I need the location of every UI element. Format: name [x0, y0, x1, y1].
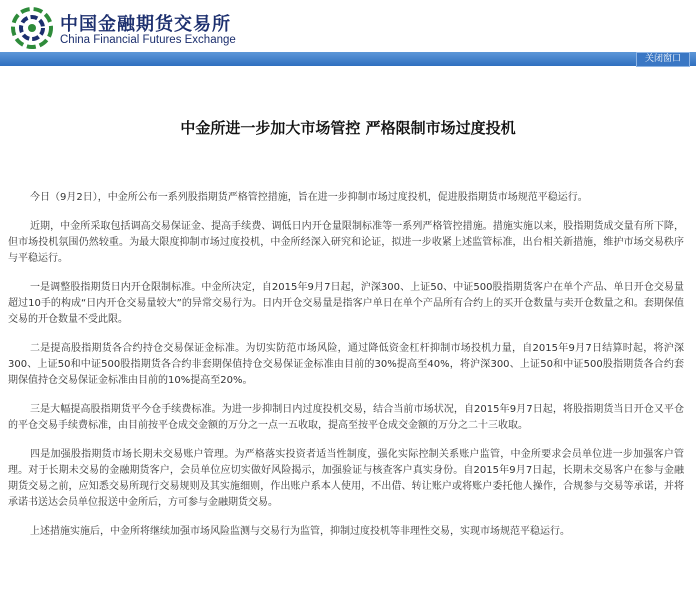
paragraph: 三是大幅提高股指期货平今仓手续费标准。为进一步抑制日内过度投机交易，结合当前市场状况，自2015年9月7日起，将股指期货当日开仓又平仓的平仓交易手续费标准，由目前按平仓成交金额的万分之一点一五收取，提高至按平仓成交金额的万分之二十三收取。	[8, 404, 684, 431]
paragraph: 二是提高股指期货各合约持仓交易保证金标准。为切实防范市场风险，通过降低资金杠杆抑制市场投机力量，自2015年9月7日结算时起，将沪深300、上证50和中证500股指期货各合约非套期保值持仓交易保证金标准由目前的30%提高至40%，将沪深300、上证50和中证500股指期货各合约套期保值持仓交易保证金标准由目前的10%提高至20%。	[8, 343, 684, 386]
article-body	[8, 190, 684, 553]
paragraph: 今日（9月2日），中金所公布一系列股指期货严格管控措施，旨在进一步抑制市场过度投机，促进股指期货市场规范平稳运行。	[30, 192, 588, 203]
header-bar	[0, 52, 696, 66]
site-header	[0, 0, 696, 66]
logo-chinese-name: 中国金融期货交易所	[60, 14, 231, 35]
paragraph: 一是调整股指期货日内开仓限制标准。中金所决定，自2015年9月7日起，沪深300、上证50、中证500股指期货客户在单个产品、单日开仓交易量超过10手的构成“日内开仓交易量较大”的异常交易行为。日内开仓交易量是指客户单日在单个产品所有合约上的买开仓数量与卖开仓数量之和。套期保值交易的开仓数量不受此限。	[8, 282, 684, 325]
logo-english-name: China Financial Futures Exchange	[60, 34, 236, 46]
close-window-button[interactable]: 关闭窗口	[636, 52, 690, 67]
paragraph: 上述措施实施后，中金所将继续加强市场风险监测与交易行为监管，抑制过度投机等非理性交易，实现市场规范平稳运行。	[30, 526, 570, 537]
article-title: 中金所进一步加大市场管控 严格限制市场过度投机	[180, 119, 516, 137]
paragraph: 四是加强股指期货市场长期未交易账户管理。为严格落实投资者适当性制度，强化实际控制关系账户监管，中金所要求会员单位进一步加强客户管理。对于长期未交易的金融期货客户，会员单位应切实做好风险揭示，加强验证与核查客户真实身份。自2015年9月7日起，长期未交易客户在参与金融期货交易之前，应知悉交易所现行交易规则及其实施细则，作出账户系本人使用，不出借、转让账户或将账户委托他人操作，合规参与交易等承诺，并将承诺书送达会员单位报送中金所后，方可参与金融期货交易。	[8, 449, 684, 508]
cffex-emblem-icon	[10, 6, 54, 50]
paragraph: 近期，中金所采取包括调高交易保证金、提高手续费、调低日内开仓量限制标准等一系列严格管控措施。措施实施以来，股指期货成交量有所下降，但市场投机氛围仍然较重。为最大限度抑制市场过度投机，中金所经深入研究和论证，拟进一步收紧上述监管标准，出台相关新措施，维护市场交易秩序与平稳运行。	[8, 221, 684, 264]
